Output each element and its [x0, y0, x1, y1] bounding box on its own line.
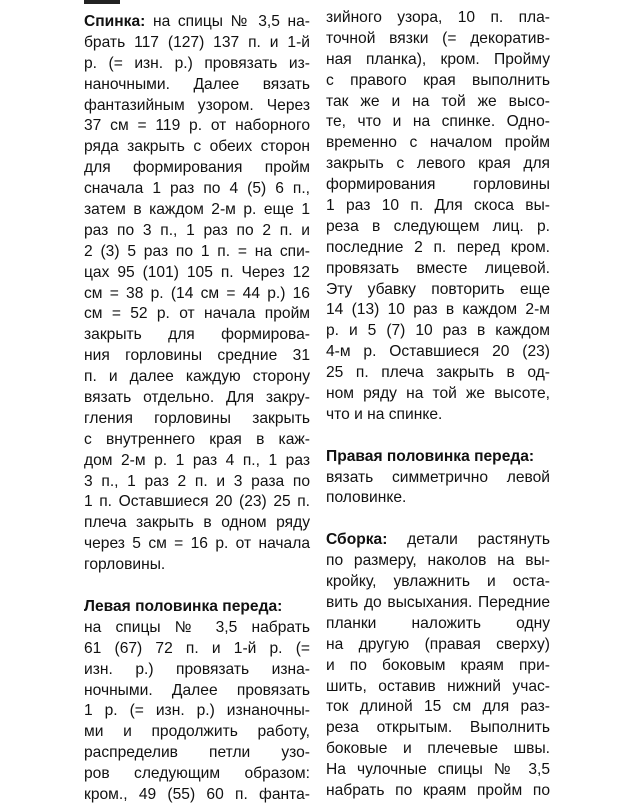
text-line: ток длиной 15 см для раз- [326, 698, 550, 716]
text-line: по размеру, наколов на вы- [326, 552, 550, 570]
text-line: зийного узора, 10 п. пла- [326, 9, 550, 26]
text-line: точной вязки (= декоратив- [326, 29, 550, 47]
text-line: вязать симметрично левой [326, 468, 550, 486]
text-line: дом 2-м р. 1 раз 4 п., 1 раз [84, 451, 310, 469]
paragraph-gap [84, 576, 310, 597]
text-line: те, что и на спинке. Одно- [326, 113, 550, 131]
line-text: на спицы № 3,5 на- [145, 13, 310, 30]
heading-left-front: Левая половинка переда: [84, 597, 283, 615]
text-line: провязать вместе лицевой. [326, 259, 550, 277]
text-line: вить до высыхания. Передние [326, 593, 550, 611]
text-line: ная планка), кром. Пройму [326, 50, 550, 68]
text-line: реза открытым. Выполнить [326, 719, 550, 737]
text-line: формирования горловины [326, 176, 550, 194]
text-line: горловины. [84, 556, 166, 574]
heading-right-front: Правая половинка переда: [326, 447, 535, 465]
text-line: с правого края выполнить [326, 71, 550, 89]
text-line: п. и далее каждую сторону [84, 368, 310, 386]
text-line: так же и на той же высо- [326, 92, 550, 110]
text-line: раз по 3 п., 1 раз по 2 п. и [84, 221, 310, 239]
text-line: см = 38 р. (14 см = 44 р.) 16 [84, 284, 310, 302]
text-line: затем в каждом 2-м р. еще 1 [84, 201, 310, 219]
text-line: кром., 49 (55) 60 п. фанта- [84, 785, 310, 803]
line-text: детали растянуть [387, 531, 550, 549]
text-line: 1 п. Оставшиеся 20 (23) 25 п. [84, 493, 310, 511]
right-text-column [326, 8, 550, 802]
text-line: 2 (3) 5 раз по 1 п. = на спи- [84, 242, 310, 260]
text-line: с внутреннего края в каж- [84, 430, 310, 448]
paragraph-right-front [326, 447, 550, 510]
text-line: кройку, увлажнить и оста- [326, 573, 550, 591]
text-line: ряда закрыть с обеих сторон [84, 138, 310, 156]
text-line: ния горловины средние 31 [84, 347, 310, 365]
text-line: фантазийным узором. Через [84, 96, 310, 114]
text-line: и по боковым краям при- [326, 656, 550, 674]
text-line: последние 2 п. перед кром. [326, 238, 550, 256]
text-line: изн. р.) провязать изна- [84, 660, 310, 678]
text-line [326, 530, 550, 551]
text-line: см = 52 р. от начала пройм [84, 305, 310, 323]
text-line: для формирования пройм [84, 159, 310, 177]
heading-back: Спинка: [84, 13, 146, 30]
text-line: реза в следующем лиц. р. [326, 217, 550, 235]
paragraph-gap [326, 426, 550, 447]
text-line: 61 (67) 72 п. и 1-й р. (= [84, 639, 310, 657]
text-line: брать 117 (127) 137 п. и 1-й [84, 33, 310, 51]
text-line: ном ряду на той же высоте, [326, 385, 550, 403]
text-line: закрыть для формирова- [84, 326, 310, 344]
text-line: р. (= изн. р.) провязать из- [84, 54, 310, 72]
text-line: р. и 5 (7) 10 раз в каждом [326, 322, 550, 340]
text-line: 1 раз 10 п. Для скоса вы- [326, 197, 550, 215]
text-line: набрать по краям пройм по [326, 781, 550, 799]
paragraph-gap [326, 509, 550, 530]
text-line: закрыть с левого края для [326, 155, 550, 173]
text-line: 3 п., 1 раз 2 п. и 3 раза по [84, 472, 310, 490]
text-line: распределив петли узо- [84, 744, 310, 762]
text-line: ночными. Далее провязать [84, 681, 310, 699]
text-line: ми и продолжить работу, [84, 723, 310, 741]
text-line: наночными. Далее вязать [84, 75, 310, 93]
text-line: на спицы № 3,5 набрать [84, 618, 310, 636]
left-text-column [84, 12, 310, 806]
text-line: вязать отдельно. Для закру- [84, 389, 310, 407]
text-line: Эту убавку повторить еще [326, 280, 550, 298]
text-line: 4-м р. Оставшиеся 20 (23) [326, 343, 550, 361]
text-line: шить, оставив нижний учас- [326, 677, 550, 695]
text-line: цах 95 (101) 105 п. Через 12 [84, 263, 310, 281]
text-line: что и на спинке. [326, 405, 443, 423]
text-line: 14 (13) 10 раз в каждом 2-м [326, 301, 550, 319]
text-line: сначала 1 раз по 4 (5) 6 п., [84, 180, 310, 198]
text-line: временно с началом пройм [326, 134, 550, 152]
text-line: на другую (правая сверху) [326, 635, 550, 653]
text-line: 1 р. (= изн. р.) изнаночны- [84, 702, 310, 720]
text-line: гления горловины закрыть [84, 409, 310, 427]
text-line: 37 см = 119 р. от наборного [84, 117, 310, 135]
paragraph-left-front [84, 597, 310, 806]
paragraph-assembly [326, 530, 550, 802]
text-line: ров следующим образом: [84, 765, 310, 783]
paragraph-back [84, 12, 310, 576]
text-line: половинке. [326, 489, 407, 507]
text-line: через 5 см = 16 р. от начала [84, 535, 310, 553]
text-line: На чулочные спицы № 3,5 [326, 761, 550, 779]
heading-assembly: Сборка: [326, 531, 388, 549]
text-line: планки наложить одну [326, 614, 550, 632]
text-line [84, 12, 310, 33]
text-line: плеча закрыть в одном ряду [84, 514, 310, 532]
text-line: 25 п. плеча закрыть в од- [326, 364, 550, 382]
paragraph-left-front-continued [326, 8, 550, 426]
top-edge-mark [84, 0, 120, 4]
text-line: боковые и плечевые швы. [326, 740, 550, 758]
